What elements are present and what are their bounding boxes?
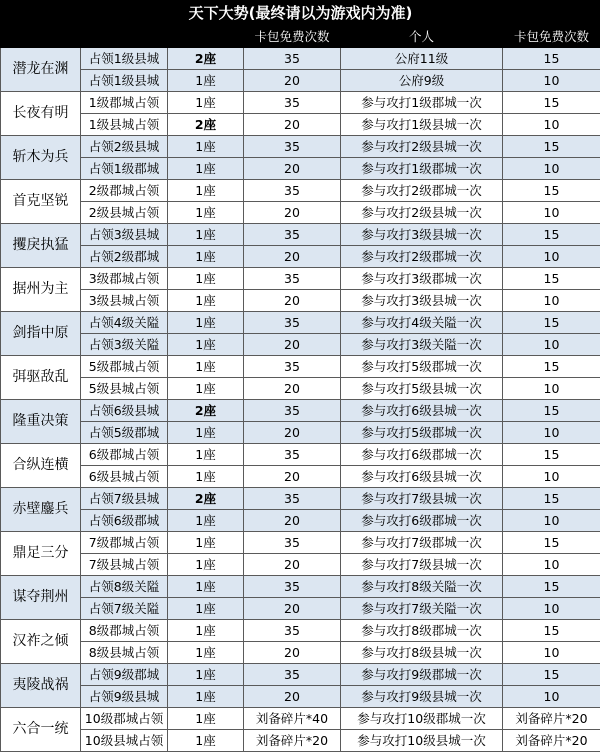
free-count-cell: 35 xyxy=(244,444,341,466)
personal-cell: 公府9级 xyxy=(341,70,503,92)
personal-cell: 参与攻打2级郡城一次 xyxy=(341,246,503,268)
table-row xyxy=(1,510,600,532)
count-cell: 1座 xyxy=(168,312,244,334)
free-count-cell: 35 xyxy=(244,136,341,158)
personal-free-count-cell: 10 xyxy=(503,158,600,180)
personal-cell: 参与攻打2级郡城一次 xyxy=(341,180,503,202)
personal-free-count-cell: 10 xyxy=(503,114,600,136)
requirement-cell: 5级县城占领 xyxy=(81,378,168,400)
requirement-cell: 3级郡城占领 xyxy=(81,268,168,290)
personal-free-count-cell: 刘备碎片*20 xyxy=(503,708,600,730)
table-row xyxy=(1,686,600,708)
count-cell: 1座 xyxy=(168,202,244,224)
requirement-cell: 占领1级县城 xyxy=(81,70,168,92)
free-count-cell: 35 xyxy=(244,532,341,554)
personal-cell: 参与攻打10级县城一次 xyxy=(341,730,503,752)
personal-free-count-cell: 10 xyxy=(503,290,600,312)
requirement-cell: 占领1级县城 xyxy=(81,48,168,70)
table-row xyxy=(1,466,600,488)
count-cell: 1座 xyxy=(168,290,244,312)
personal-cell: 参与攻打8级县城一次 xyxy=(341,642,503,664)
personal-free-count-cell: 15 xyxy=(503,268,600,290)
personal-free-count-cell: 10 xyxy=(503,422,600,444)
table-body xyxy=(1,48,600,752)
count-cell: 2座 xyxy=(168,488,244,510)
count-cell: 1座 xyxy=(168,268,244,290)
requirement-cell: 占领9级县城 xyxy=(81,686,168,708)
personal-free-count-cell: 15 xyxy=(503,488,600,510)
personal-cell: 参与攻打2级县城一次 xyxy=(341,136,503,158)
stage-name: 弭驱敌乱 xyxy=(1,356,81,400)
stage-name: 合纵连横 xyxy=(1,444,81,488)
header-personal: 个人 xyxy=(341,26,503,48)
count-cell: 1座 xyxy=(168,708,244,730)
personal-cell: 参与攻打3级关隘一次 xyxy=(341,334,503,356)
free-count-cell: 35 xyxy=(244,576,341,598)
personal-free-count-cell: 10 xyxy=(503,598,600,620)
personal-free-count-cell: 10 xyxy=(503,554,600,576)
free-count-cell: 20 xyxy=(244,598,341,620)
requirement-cell: 占领2级郡城 xyxy=(81,246,168,268)
personal-cell: 参与攻打8级关隘一次 xyxy=(341,576,503,598)
table-row xyxy=(1,48,600,70)
count-cell: 1座 xyxy=(168,136,244,158)
personal-free-count-cell: 15 xyxy=(503,136,600,158)
count-cell: 1座 xyxy=(168,422,244,444)
stage-name: 鼎足三分 xyxy=(1,532,81,576)
stage-name: 剑指中原 xyxy=(1,312,81,356)
header-personal-free-count: 卡包免费次数 xyxy=(503,26,600,48)
table-row xyxy=(1,620,600,642)
personal-cell: 参与攻打6级县城一次 xyxy=(341,466,503,488)
requirement-cell: 5级郡城占领 xyxy=(81,356,168,378)
count-cell: 1座 xyxy=(168,664,244,686)
personal-free-count-cell: 10 xyxy=(503,378,600,400)
free-count-cell: 35 xyxy=(244,356,341,378)
personal-cell: 参与攻打5级郡城一次 xyxy=(341,422,503,444)
personal-cell: 参与攻打6级县城一次 xyxy=(341,400,503,422)
personal-free-count-cell: 10 xyxy=(503,334,600,356)
personal-cell: 参与攻打7级县城一次 xyxy=(341,488,503,510)
requirement-cell: 1级县城占领 xyxy=(81,114,168,136)
personal-free-count-cell: 15 xyxy=(503,444,600,466)
free-count-cell: 刘备碎片*40 xyxy=(244,708,341,730)
personal-free-count-cell: 10 xyxy=(503,642,600,664)
stage-name: 首克坚锐 xyxy=(1,180,81,224)
personal-free-count-cell: 15 xyxy=(503,312,600,334)
table-row xyxy=(1,532,600,554)
stage-name: 谋夺荆州 xyxy=(1,576,81,620)
requirement-cell: 占领1级郡城 xyxy=(81,158,168,180)
count-cell: 1座 xyxy=(168,620,244,642)
count-cell: 2座 xyxy=(168,400,244,422)
table-row xyxy=(1,136,600,158)
requirement-cell: 7级郡城占领 xyxy=(81,532,168,554)
stage-name: 据州为主 xyxy=(1,268,81,312)
personal-free-count-cell: 10 xyxy=(503,510,600,532)
personal-cell: 参与攻打7级关隘一次 xyxy=(341,598,503,620)
table-row xyxy=(1,598,600,620)
stage-name: 赤壁鏖兵 xyxy=(1,488,81,532)
stage-name: 六合一统 xyxy=(1,708,81,752)
free-count-cell: 20 xyxy=(244,114,341,136)
requirement-cell: 占领9级郡城 xyxy=(81,664,168,686)
header-cell xyxy=(168,26,244,48)
personal-cell: 参与攻打5级县城一次 xyxy=(341,378,503,400)
free-count-cell: 35 xyxy=(244,268,341,290)
personal-free-count-cell: 15 xyxy=(503,620,600,642)
personal-cell: 公府11级 xyxy=(341,48,503,70)
free-count-cell: 35 xyxy=(244,400,341,422)
table-row xyxy=(1,268,600,290)
requirement-cell: 占领6级郡城 xyxy=(81,510,168,532)
requirement-cell: 占领3级县城 xyxy=(81,224,168,246)
free-count-cell: 20 xyxy=(244,202,341,224)
free-count-cell: 35 xyxy=(244,92,341,114)
requirement-cell: 占领7级县城 xyxy=(81,488,168,510)
requirement-cell: 占领3级关隘 xyxy=(81,334,168,356)
count-cell: 1座 xyxy=(168,576,244,598)
requirement-cell: 10级郡城占领 xyxy=(81,708,168,730)
count-cell: 1座 xyxy=(168,356,244,378)
free-count-cell: 20 xyxy=(244,686,341,708)
table-row xyxy=(1,334,600,356)
table-row xyxy=(1,730,600,752)
free-count-cell: 20 xyxy=(244,510,341,532)
count-cell: 1座 xyxy=(168,180,244,202)
personal-cell: 参与攻打6级郡城一次 xyxy=(341,444,503,466)
count-cell: 1座 xyxy=(168,378,244,400)
personal-free-count-cell: 10 xyxy=(503,70,600,92)
table-row xyxy=(1,642,600,664)
table-row xyxy=(1,708,600,730)
table-row xyxy=(1,356,600,378)
personal-free-count-cell: 刘备碎片*20 xyxy=(503,730,600,752)
personal-cell: 参与攻打1级郡城一次 xyxy=(341,158,503,180)
personal-free-count-cell: 10 xyxy=(503,246,600,268)
requirement-cell: 8级县城占领 xyxy=(81,642,168,664)
personal-cell: 参与攻打3级郡城一次 xyxy=(341,268,503,290)
count-cell: 1座 xyxy=(168,642,244,664)
count-cell: 1座 xyxy=(168,334,244,356)
count-cell: 1座 xyxy=(168,598,244,620)
requirement-cell: 占领5级郡城 xyxy=(81,422,168,444)
header-cell xyxy=(81,26,168,48)
table-row xyxy=(1,224,600,246)
free-count-cell: 20 xyxy=(244,378,341,400)
personal-cell: 参与攻打9级县城一次 xyxy=(341,686,503,708)
table-row xyxy=(1,422,600,444)
requirement-cell: 1级郡城占领 xyxy=(81,92,168,114)
stage-name: 隆重决策 xyxy=(1,400,81,444)
free-count-cell: 35 xyxy=(244,312,341,334)
requirement-cell: 6级郡城占领 xyxy=(81,444,168,466)
stage-name: 攫戾执猛 xyxy=(1,224,81,268)
free-count-cell: 35 xyxy=(244,620,341,642)
requirement-cell: 2级郡城占领 xyxy=(81,180,168,202)
count-cell: 1座 xyxy=(168,532,244,554)
free-count-cell: 20 xyxy=(244,290,341,312)
table-row xyxy=(1,576,600,598)
count-cell: 1座 xyxy=(168,92,244,114)
table-row xyxy=(1,290,600,312)
free-count-cell: 20 xyxy=(244,246,341,268)
table-row xyxy=(1,70,600,92)
stage-name: 夷陵战祸 xyxy=(1,664,81,708)
count-cell: 1座 xyxy=(168,224,244,246)
personal-cell: 参与攻打1级县城一次 xyxy=(341,114,503,136)
personal-cell: 参与攻打2级县城一次 xyxy=(341,202,503,224)
count-cell: 1座 xyxy=(168,730,244,752)
requirement-cell: 占领4级关隘 xyxy=(81,312,168,334)
personal-free-count-cell: 15 xyxy=(503,400,600,422)
free-count-cell: 35 xyxy=(244,664,341,686)
personal-cell: 参与攻打8级郡城一次 xyxy=(341,620,503,642)
personal-cell: 参与攻打3级县城一次 xyxy=(341,224,503,246)
personal-cell: 参与攻打9级郡城一次 xyxy=(341,664,503,686)
personal-cell: 参与攻打1级郡城一次 xyxy=(341,92,503,114)
table-row xyxy=(1,664,600,686)
stage-name: 汉祚之倾 xyxy=(1,620,81,664)
table-row xyxy=(1,312,600,334)
table-title: 天下大势(最终请以为游戏内为准) xyxy=(1,1,600,26)
requirement-cell: 占领2级县城 xyxy=(81,136,168,158)
table-row xyxy=(1,114,600,136)
count-cell: 1座 xyxy=(168,246,244,268)
count-cell: 2座 xyxy=(168,48,244,70)
requirement-cell: 7级县城占领 xyxy=(81,554,168,576)
table-row xyxy=(1,488,600,510)
personal-free-count-cell: 15 xyxy=(503,48,600,70)
count-cell: 1座 xyxy=(168,686,244,708)
personal-free-count-cell: 15 xyxy=(503,180,600,202)
header-cell xyxy=(1,26,81,48)
free-count-cell: 20 xyxy=(244,554,341,576)
requirement-cell: 10级县城占领 xyxy=(81,730,168,752)
table-row xyxy=(1,158,600,180)
personal-free-count-cell: 10 xyxy=(503,466,600,488)
table-row xyxy=(1,246,600,268)
stage-name: 长夜有明 xyxy=(1,92,81,136)
free-count-cell: 20 xyxy=(244,70,341,92)
personal-free-count-cell: 10 xyxy=(503,686,600,708)
personal-cell: 参与攻打4级关隘一次 xyxy=(341,312,503,334)
personal-free-count-cell: 15 xyxy=(503,576,600,598)
free-count-cell: 35 xyxy=(244,180,341,202)
count-cell: 1座 xyxy=(168,158,244,180)
table-row xyxy=(1,554,600,576)
header-free-count: 卡包免费次数 xyxy=(244,26,341,48)
count-cell: 1座 xyxy=(168,554,244,576)
requirement-cell: 占领8级关隘 xyxy=(81,576,168,598)
personal-free-count-cell: 15 xyxy=(503,664,600,686)
free-count-cell: 刘备碎片*20 xyxy=(244,730,341,752)
free-count-cell: 20 xyxy=(244,422,341,444)
count-cell: 1座 xyxy=(168,466,244,488)
stage-name: 斩木为兵 xyxy=(1,136,81,180)
count-cell: 1座 xyxy=(168,444,244,466)
requirement-cell: 3级县城占领 xyxy=(81,290,168,312)
count-cell: 1座 xyxy=(168,510,244,532)
personal-cell: 参与攻打3级县城一次 xyxy=(341,290,503,312)
free-count-cell: 20 xyxy=(244,642,341,664)
personal-cell: 参与攻打6级郡城一次 xyxy=(341,510,503,532)
free-count-cell: 20 xyxy=(244,158,341,180)
personal-free-count-cell: 10 xyxy=(503,202,600,224)
free-count-cell: 35 xyxy=(244,488,341,510)
free-count-cell: 20 xyxy=(244,466,341,488)
requirement-cell: 2级县城占领 xyxy=(81,202,168,224)
requirement-cell: 占领7级关隘 xyxy=(81,598,168,620)
count-cell: 1座 xyxy=(168,70,244,92)
personal-cell: 参与攻打7级县城一次 xyxy=(341,554,503,576)
free-count-cell: 20 xyxy=(244,334,341,356)
requirement-cell: 8级郡城占领 xyxy=(81,620,168,642)
personal-free-count-cell: 15 xyxy=(503,224,600,246)
free-count-cell: 35 xyxy=(244,48,341,70)
personal-cell: 参与攻打10级郡城一次 xyxy=(341,708,503,730)
personal-cell: 参与攻打5级郡城一次 xyxy=(341,356,503,378)
requirement-cell: 6级县城占领 xyxy=(81,466,168,488)
personal-free-count-cell: 15 xyxy=(503,532,600,554)
free-count-cell: 35 xyxy=(244,224,341,246)
requirement-cell: 占领6级县城 xyxy=(81,400,168,422)
table-row xyxy=(1,400,600,422)
count-cell: 2座 xyxy=(168,114,244,136)
table-row xyxy=(1,202,600,224)
table-row xyxy=(1,378,600,400)
personal-free-count-cell: 15 xyxy=(503,356,600,378)
personal-cell: 参与攻打7级郡城一次 xyxy=(341,532,503,554)
stage-name: 潜龙在渊 xyxy=(1,48,81,92)
table-row xyxy=(1,444,600,466)
table-row xyxy=(1,92,600,114)
personal-free-count-cell: 15 xyxy=(503,92,600,114)
table-row xyxy=(1,180,600,202)
